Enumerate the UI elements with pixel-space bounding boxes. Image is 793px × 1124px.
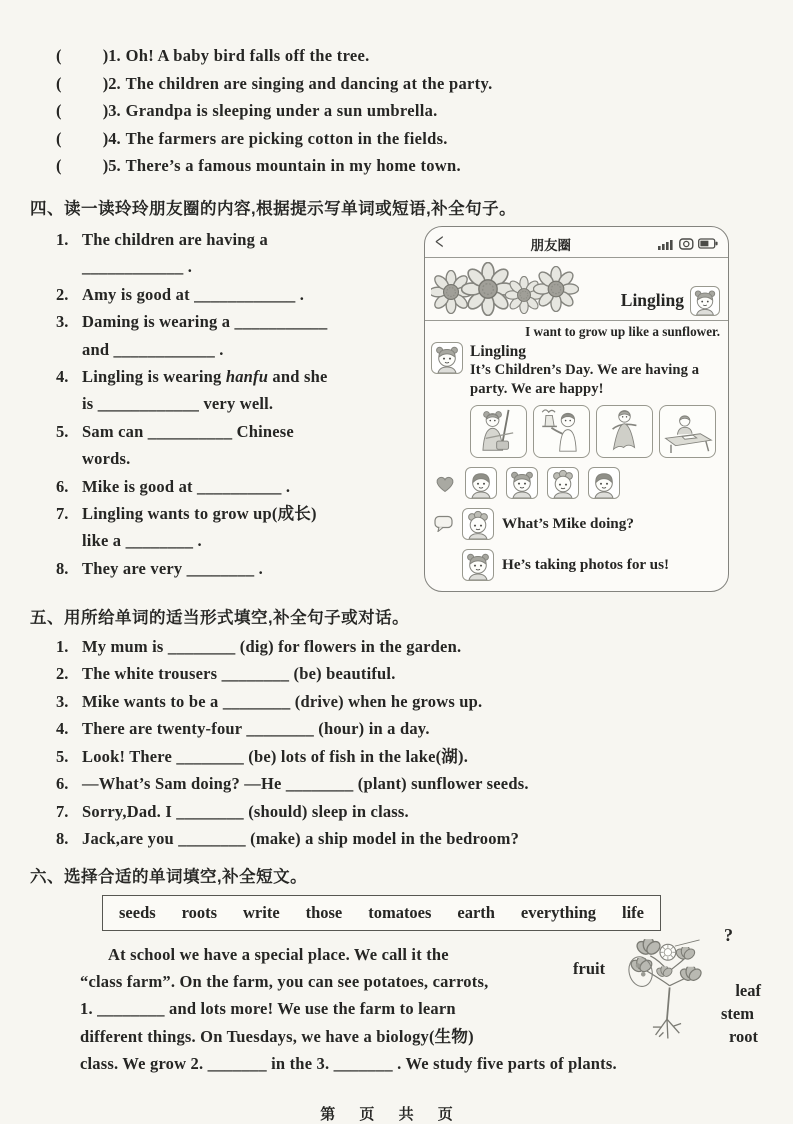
item-number: 5. (108, 156, 121, 176)
item-number: 4. (56, 719, 69, 739)
blank-line: like a ________ . (82, 531, 202, 551)
item-number: 4. (108, 128, 121, 148)
post-body (470, 342, 720, 399)
answer-parentheses: ( ) (56, 73, 109, 93)
word-bank-word: seeds (119, 902, 156, 922)
like-avatar-boy (465, 467, 497, 499)
profile-avatar (690, 286, 720, 316)
word-bank-word: roots (181, 902, 218, 922)
comment-row (425, 540, 728, 581)
plant-label-stem: stem (721, 1003, 754, 1023)
fill-item (56, 473, 422, 500)
post-author-name: Lingling (470, 342, 526, 360)
post-text: It’s Children’s Day. We are having a party. We are happy! (470, 361, 700, 397)
item-text: There are twenty-four ________ (hour) in a day. (82, 719, 430, 739)
item-number: 1. (56, 636, 69, 656)
plant-label-fruit: fruit (573, 958, 606, 978)
fill-item (56, 688, 753, 716)
item-number: 4. (56, 367, 69, 386)
passage-line: “class farm”. On the farm, you can see potatoes, carrots, (80, 972, 489, 992)
profile-name: Lingling (620, 290, 684, 311)
word-bank-word: write (243, 902, 280, 922)
fill-item (56, 770, 753, 798)
item-line: Daming is wearing a ___________ (82, 312, 328, 332)
battery-icon (698, 238, 718, 249)
comment-row (425, 499, 728, 540)
passage-line: At school we have a special place. We call it the (108, 944, 449, 964)
photo-child-writing-at-table (659, 405, 716, 458)
like-avatar-girl-curly-hair (547, 467, 579, 499)
italic-word: hanfu (225, 367, 269, 386)
item-text: The children are singing and dancing at the party. (125, 73, 493, 93)
plant-diagram (573, 924, 761, 1055)
photo-girl-dancing (596, 405, 653, 458)
fill-item (56, 660, 753, 688)
item-number: 5. (56, 421, 69, 441)
profile-block (621, 286, 720, 316)
moments-title: 朋友圈 (530, 237, 572, 253)
post-author-avatar (431, 342, 463, 374)
photo-girl-playing-erhu (470, 405, 527, 458)
item-number: 3. (56, 312, 69, 332)
listening-item (56, 101, 753, 129)
item-text: My mum is ________ (dig) for flowers in the garden. (82, 636, 462, 656)
fill-item (56, 226, 422, 281)
listening-item (56, 129, 753, 157)
comment-text: What’s Mike doing? (502, 514, 634, 532)
section4-items (56, 226, 422, 592)
page-footer: 第 页 共 页 (320, 1105, 463, 1123)
item-text: The farmers are picking cotton in the fields. (125, 128, 448, 148)
fill-item (56, 743, 753, 771)
item-line: words. (82, 449, 131, 469)
item-text: —What’s Sam doing? —He ________ (plant) sunflower seeds. (82, 774, 529, 794)
blank-line: ____________ . (82, 257, 193, 277)
item-number: 6. (56, 774, 69, 794)
item-line: They are very ________ . (82, 558, 263, 578)
item-number: 7. (56, 504, 69, 524)
item-text: The white trousers ________ (be) beautiful. (82, 664, 396, 684)
cloze-passage (80, 924, 761, 1077)
item-line: Amy is good at ____________ . (82, 284, 305, 304)
listening-item (56, 156, 753, 184)
word-bank-word: life (621, 902, 644, 922)
passage-line: different things. On Tuesdays, we have a biology(生物) (80, 1026, 474, 1046)
heart-icon (434, 473, 456, 493)
item-text-part: and she (268, 367, 328, 386)
fill-item (56, 281, 422, 308)
item-number: 2. (108, 73, 121, 93)
item-number: 5. (56, 746, 69, 766)
fill-item (56, 715, 753, 743)
listening-item (56, 46, 753, 74)
fill-item (56, 633, 753, 661)
signal-bars-icon (658, 238, 675, 250)
like-avatar-boy-round-face (588, 467, 620, 499)
item-line: Sam can __________ Chinese (82, 421, 294, 441)
likes-row (425, 458, 728, 499)
word-bank-word: those (305, 902, 343, 922)
cover-banner (425, 258, 728, 320)
word-bank-word: tomatoes (368, 902, 432, 922)
plant-label-leaf: leaf (735, 980, 761, 1000)
answer-parentheses: ( ) (56, 156, 109, 176)
item-text: Look! There ________ (be) lots of fish in the lake(湖). (82, 746, 469, 766)
passage-line: 1. ________ and lots more! We use the farm to learn (80, 999, 456, 1019)
item-number: 2. (56, 284, 69, 304)
item-text-part: Lingling is wearing (82, 367, 226, 386)
moments-post (425, 341, 728, 399)
item-text: There’s a famous mountain in my home town. (125, 156, 461, 176)
post-photos (425, 399, 728, 458)
passage-line: class. We grow 2. _______ in the 3. _______ . We study five parts of plants. (80, 1053, 617, 1073)
item-text: Oh! A baby bird falls off the tree. (125, 46, 370, 65)
item-text: Grandpa is sleeping under a sun umbrella. (125, 101, 438, 121)
item-number: 1. (56, 229, 69, 249)
item-number: 3. (108, 101, 121, 121)
answer-parentheses: ( ) (56, 101, 109, 121)
item-number: 8. (56, 558, 69, 578)
wechat-moments-panel (424, 226, 729, 592)
fill-item (56, 418, 422, 473)
blank-line: and ____________ . (82, 339, 224, 359)
fill-item (56, 363, 422, 418)
item-number: 8. (56, 829, 69, 849)
item-line: Mike is good at __________ . (82, 476, 291, 496)
photo-boy-magic-hat-with-dove (533, 405, 590, 458)
comment-avatar (462, 508, 494, 540)
item-text: Jack,are you ________ (make) a ship model in the bedroom? (82, 829, 520, 849)
back-chevron-icon: < (435, 231, 444, 256)
item-line: The children are having a (82, 229, 268, 249)
section4-body (30, 226, 753, 592)
item-number: 2. (56, 664, 69, 684)
word-bank-box (102, 895, 661, 931)
answer-parentheses: ( ) (56, 128, 109, 148)
section5-items (56, 633, 753, 853)
comment-avatar (462, 549, 494, 581)
blank-line: is ____________ very well. (82, 394, 274, 414)
camera-icon (679, 238, 694, 250)
fill-item (56, 825, 753, 853)
comment-bubble-icon (434, 515, 454, 532)
answer-parentheses: ( ) (56, 46, 109, 65)
comment-text: He’s taking photos for us! (502, 555, 670, 573)
word-bank-word: earth (457, 902, 495, 922)
item-line: Lingling wants to grow up(成长) (82, 504, 317, 524)
phone-header (425, 232, 728, 257)
section6-heading: 六、选择合适的单词填空,补全短文。 (30, 867, 308, 886)
listening-item (56, 74, 753, 102)
plant-illustration (601, 929, 733, 1053)
plant-label-root: root (728, 1026, 758, 1046)
like-avatar-girl-with-buns (506, 467, 538, 499)
fill-item (56, 798, 753, 826)
plant-label-question-mark: ? (724, 924, 733, 945)
sunflower-banner-image (431, 260, 591, 316)
fill-item (56, 500, 422, 555)
item-text: Mike wants to be a ________ (drive) when he grows up. (82, 691, 483, 711)
item-number: 7. (56, 801, 69, 821)
item-text: Sorry,Dad. I ________ (should) sleep in class. (82, 801, 409, 821)
status-icons (658, 238, 718, 250)
word-bank-word: everything (520, 902, 597, 922)
profile-signature: I want to grow up like a sunflower. (525, 323, 720, 339)
section5-heading: 五、用所给单词的适当形式填空,补全句子或对话。 (30, 608, 410, 627)
item-number: 1. (108, 46, 121, 65)
listening-section (56, 46, 753, 184)
item-number: 3. (56, 691, 69, 711)
fill-item (56, 308, 422, 363)
section4-heading: 四、读一读玲玲朋友圈的内容,根据提示写单词或短语,补全句子。 (30, 199, 517, 218)
item-line (82, 363, 422, 390)
item-number: 6. (56, 476, 69, 496)
fill-item (56, 555, 422, 582)
